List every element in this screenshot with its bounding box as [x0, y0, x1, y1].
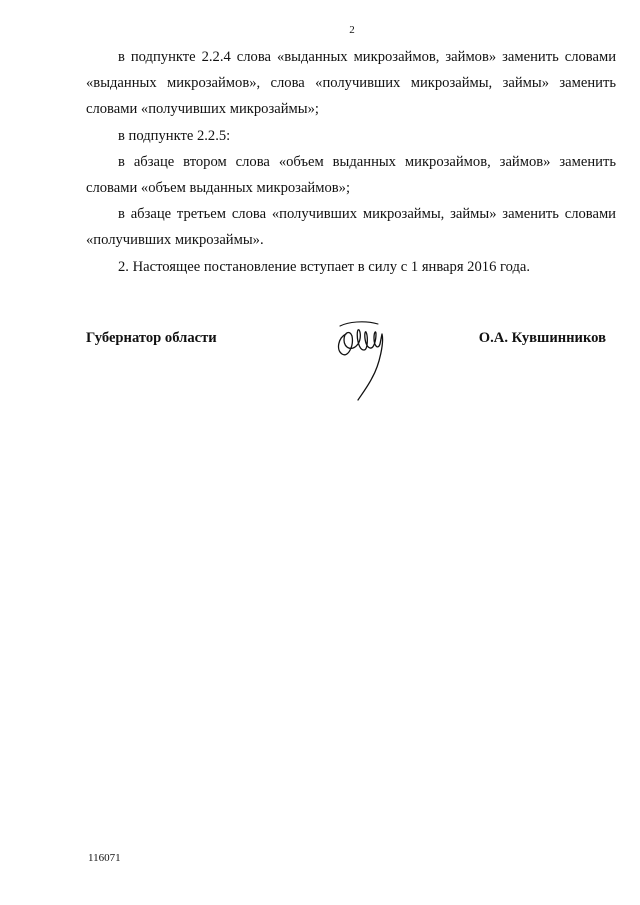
signer-position: Губернатор области — [86, 330, 217, 346]
document-code: 116071 — [88, 852, 121, 864]
handwritten-signature — [334, 316, 394, 402]
paragraph-subpoint-2-2-4: в подпункте 2.2.4 слова «выданных микрозаймов, займов» заменить словами «выданных микрозаймов», слова «получивших микрозаймы, займы» заменить словами «получивших микрозаймы»; — [86, 49, 616, 118]
paragraph-effective-date: 2. Настоящее постановление вступает в силу с 1 января 2016 года. — [118, 258, 531, 275]
paragraph-third-indent: в абзаце третьем слова «получивших микрозаймы, займы» заменить словами «получивших микрозаймы». — [86, 206, 616, 249]
page-number: 2 — [349, 24, 355, 36]
paragraph-subpoint-2-2-5: в подпункте 2.2.5: — [118, 127, 231, 144]
signature-block — [86, 330, 606, 410]
signer-name: О.А. Кувшинников — [478, 330, 606, 346]
document-body — [86, 44, 616, 280]
paragraph-second-indent: в абзаце втором слова «объем выданных микрозаймов, займов» заменить словами «объем выданных микрозаймов»; — [86, 153, 616, 197]
